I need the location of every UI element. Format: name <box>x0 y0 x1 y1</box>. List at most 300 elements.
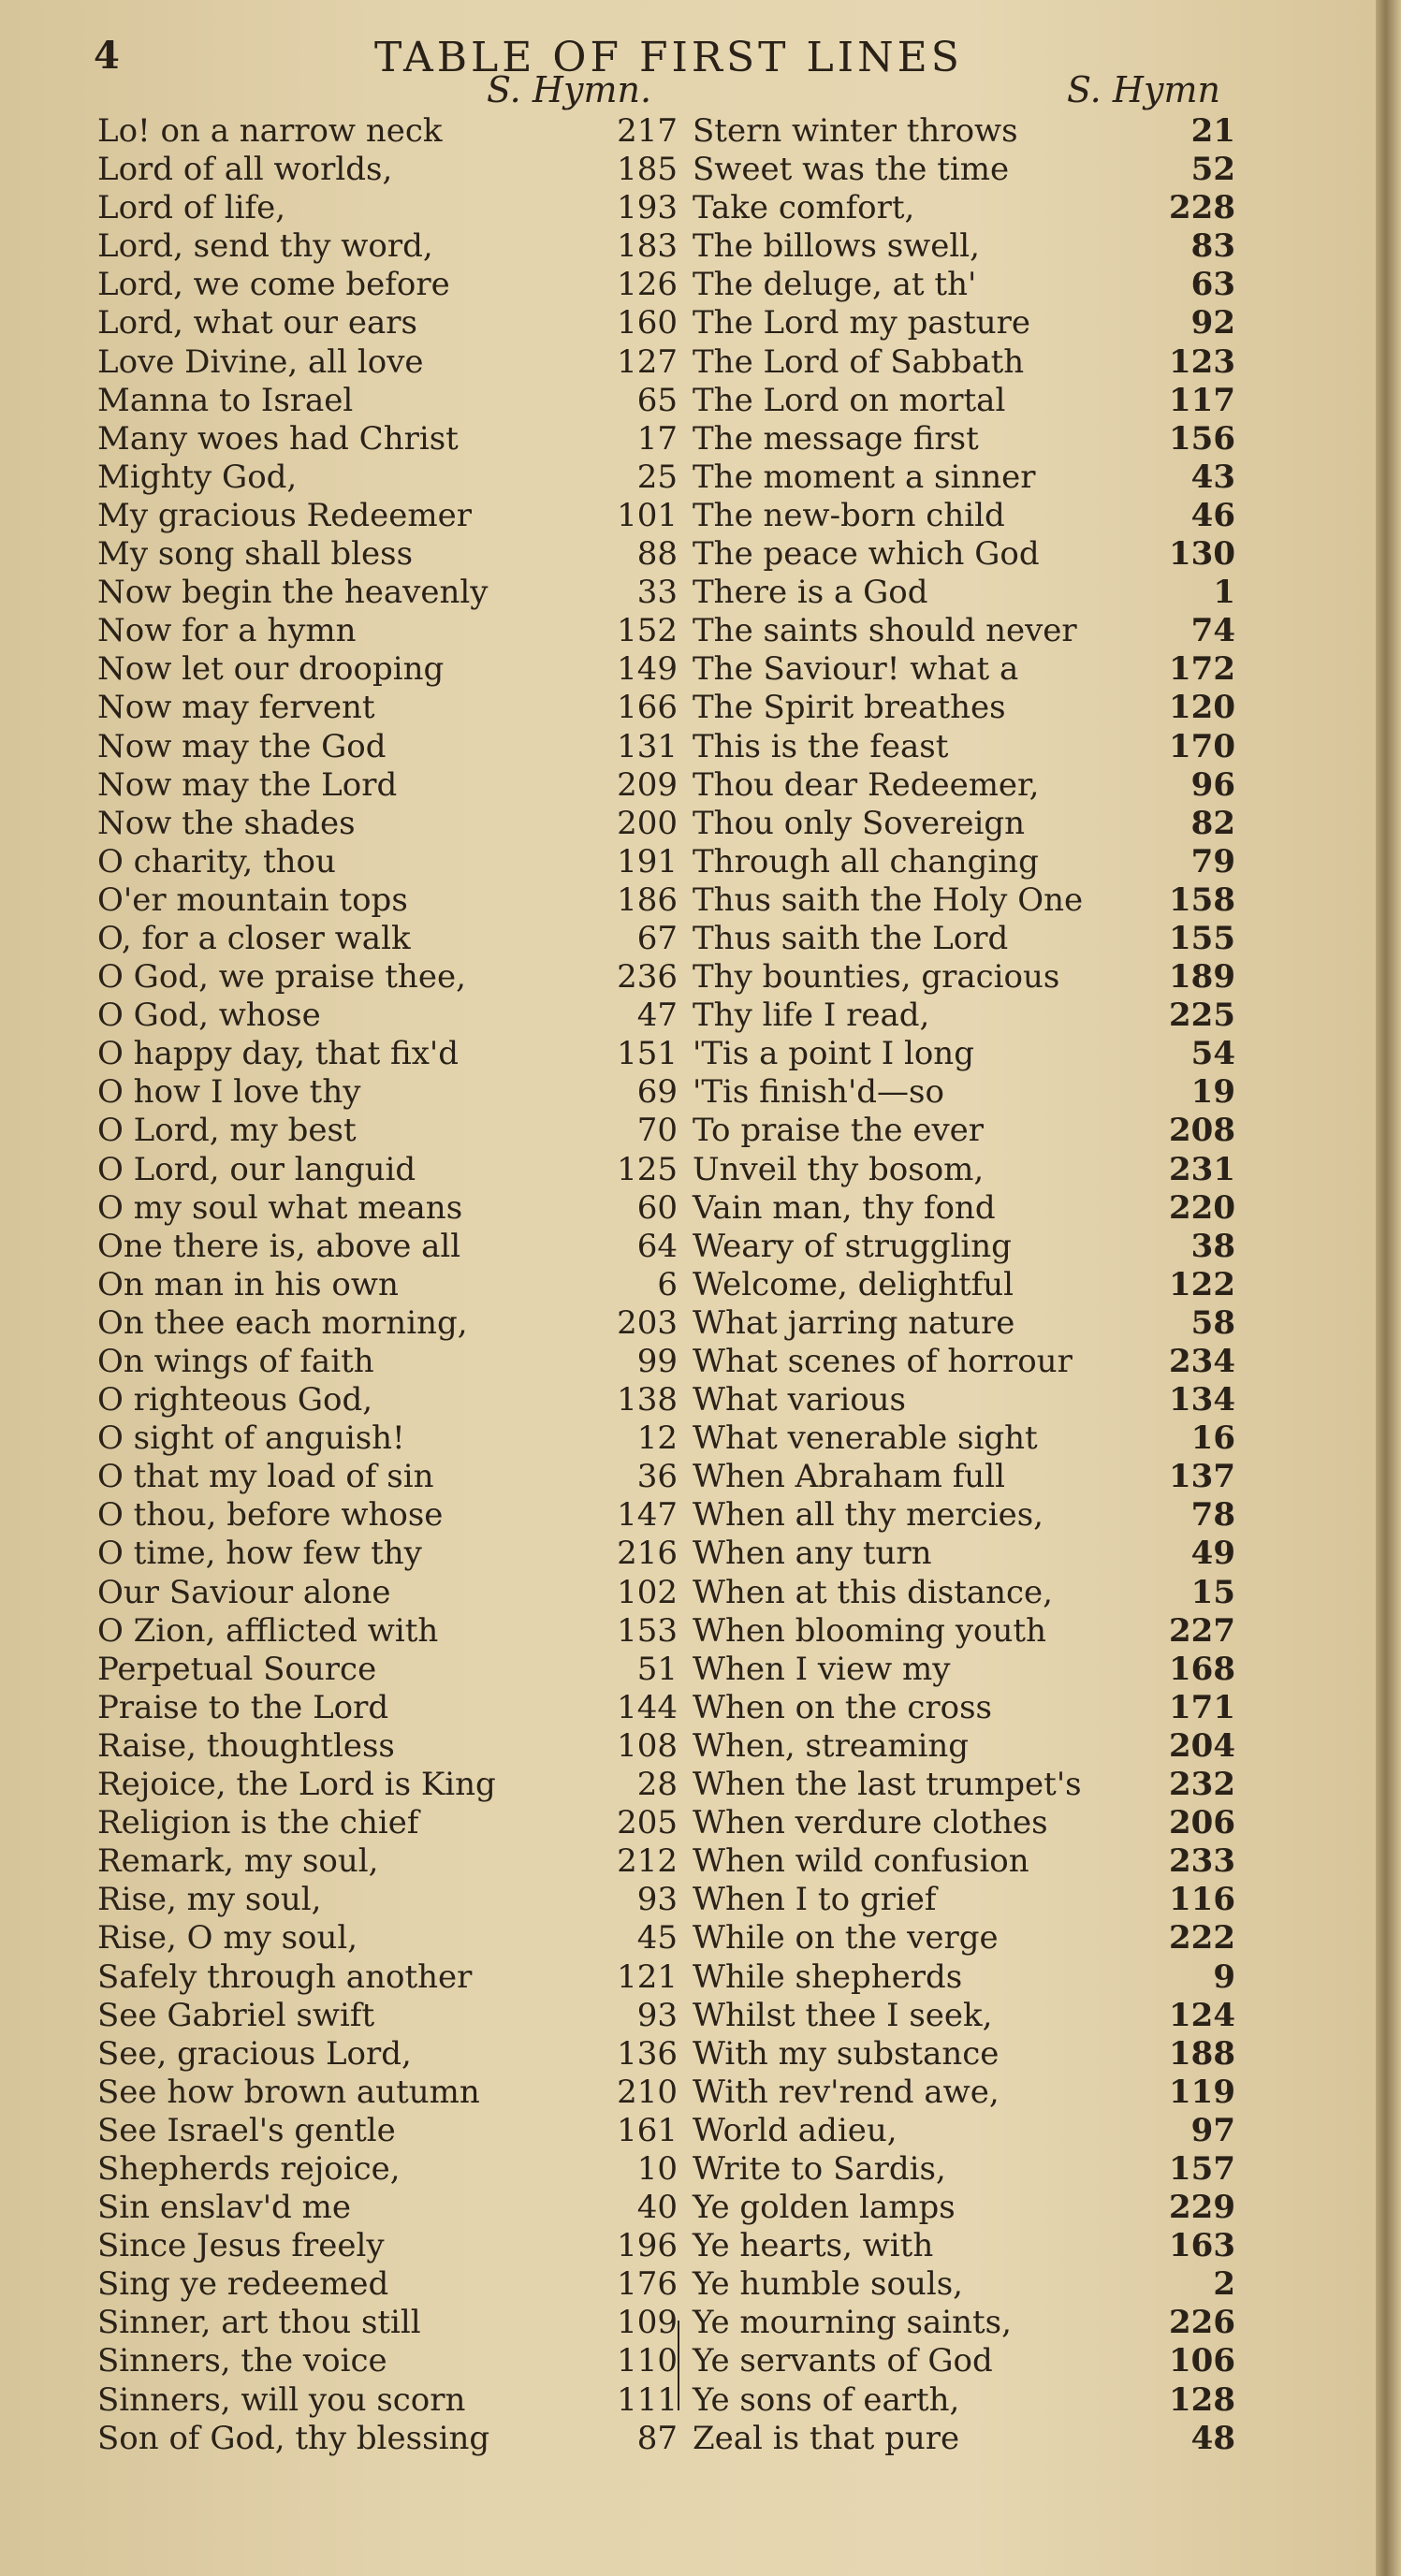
hymn-number: 172 <box>1169 650 1235 689</box>
index-entry <box>97 1035 678 1073</box>
first-line-text: Sing ye redeemed <box>97 2265 389 2304</box>
index-entry <box>97 1612 678 1651</box>
hymn-number: 136 <box>617 2034 678 2073</box>
index-entry <box>97 1535 678 1573</box>
index-entry <box>97 2112 678 2150</box>
index-entry <box>693 1689 1235 1727</box>
hymn-number: 49 <box>1190 1535 1235 1573</box>
first-line-text: Thou dear Redeemer, <box>693 765 1040 804</box>
first-line-text: When blooming youth <box>693 1611 1046 1650</box>
hymn-number: 185 <box>617 151 678 189</box>
hymn-number: 233 <box>1169 1842 1235 1881</box>
first-line-text: The saints should never <box>693 612 1077 650</box>
hymn-number: 47 <box>636 997 678 1035</box>
index-entry <box>693 458 1235 497</box>
first-line-text: On man in his own <box>97 1265 399 1303</box>
index-entry <box>97 920 678 958</box>
first-line-text: Praise to the Lord <box>97 1688 389 1726</box>
first-line-text: The moment a sinner <box>693 458 1036 496</box>
first-line-text: My gracious Redeemer <box>97 496 472 534</box>
first-line-text: When wild confusion <box>693 1842 1029 1881</box>
hymn-number: 28 <box>636 1766 678 1804</box>
hymn-number: 157 <box>1169 2149 1235 2188</box>
right-column <box>693 112 1235 2458</box>
first-line-text: World adieu, <box>693 2111 898 2149</box>
hymn-number: 231 <box>1169 1150 1235 1188</box>
hymn-number: 229 <box>1169 2189 1235 2227</box>
hymn-number: 216 <box>617 1535 678 1573</box>
first-line-text: The Lord on mortal <box>693 381 1006 419</box>
index-entry <box>693 2074 1235 2112</box>
first-line-text: Perpetual Source <box>97 1650 377 1688</box>
hymn-number: 134 <box>1169 1381 1235 1419</box>
index-entry <box>97 1458 678 1496</box>
first-line-text: See how brown autumn <box>97 2073 480 2111</box>
index-entry <box>97 805 678 843</box>
index-entry <box>97 1304 678 1343</box>
first-line-text: O charity, thou <box>97 842 336 880</box>
hymn-number: 70 <box>636 1112 678 1150</box>
first-line-text: Rise, O my soul, <box>97 1919 358 1957</box>
first-line-text: On thee each morning, <box>97 1303 468 1342</box>
index-entry <box>97 612 678 650</box>
index-entry <box>97 420 678 458</box>
first-line-text: Sin enslav'd me <box>97 2189 351 2227</box>
index-entry <box>693 1073 1235 1112</box>
hymn-number: 117 <box>1169 381 1235 419</box>
hymn-number: 125 <box>617 1150 678 1188</box>
first-line-text: Thy life I read, <box>693 997 930 1035</box>
first-line-text: See Israel's gentle <box>97 2111 396 2149</box>
hymn-number: 121 <box>617 1957 678 1996</box>
index-entry <box>693 2227 1235 2265</box>
index-entry <box>693 1651 1235 1689</box>
index-entry <box>693 151 1235 189</box>
page-number: 4 <box>94 34 120 78</box>
index-entry <box>693 881 1235 920</box>
hymn-number: 196 <box>617 2227 678 2265</box>
hymn-number: 168 <box>1169 1650 1235 1688</box>
first-line-text: To praise the ever <box>693 1112 985 1150</box>
first-line-text: Stern winter throws <box>693 112 1018 150</box>
index-entry <box>97 1651 678 1689</box>
hymn-number: 88 <box>636 535 678 574</box>
first-line-text: See, gracious Lord, <box>97 2034 412 2073</box>
first-line-text: See Gabriel swift <box>97 1996 375 2034</box>
index-entry <box>97 1881 678 1919</box>
index-entry <box>97 2342 678 2380</box>
index-entry <box>693 266 1235 304</box>
index-entry <box>693 612 1235 650</box>
first-line-text: Lord, what our ears <box>97 304 417 342</box>
index-entry <box>97 997 678 1035</box>
hymn-number: 52 <box>1190 151 1235 189</box>
first-line-text: Whilst thee I seek, <box>693 1996 993 2034</box>
index-entry <box>693 1574 1235 1612</box>
hymn-number: 21 <box>1190 112 1235 150</box>
hymn-number: 183 <box>617 227 678 266</box>
hymn-number: 9 <box>1213 1957 1235 1996</box>
index-entry <box>97 1073 678 1112</box>
first-line-text: My song shall bless <box>97 535 414 574</box>
index-entry <box>693 1343 1235 1381</box>
first-line-text: When I view my <box>693 1650 951 1688</box>
first-line-text: O righteous God, <box>97 1381 373 1419</box>
index-entry <box>97 689 678 727</box>
hymn-number: 63 <box>1190 266 1235 304</box>
hymn-number: 144 <box>617 1688 678 1726</box>
index-entry <box>97 2074 678 2112</box>
first-line-text: Through all changing <box>693 842 1039 880</box>
hymn-number: 122 <box>1169 1265 1235 1303</box>
first-line-text: Welcome, delightful <box>693 1265 1014 1303</box>
index-entry <box>693 1881 1235 1919</box>
first-line-text: O Zion, afflicted with <box>97 1611 439 1650</box>
hymn-number: 10 <box>636 2149 678 2188</box>
first-line-text: This is the feast <box>693 727 949 765</box>
hymn-number: 25 <box>636 458 678 496</box>
index-entry <box>693 382 1235 420</box>
hymn-number: 203 <box>617 1303 678 1342</box>
index-entry <box>97 1496 678 1535</box>
index-entry <box>97 1112 678 1150</box>
index-entry <box>97 2227 678 2265</box>
hymn-number: 65 <box>636 381 678 419</box>
index-entry <box>97 343 678 382</box>
first-line-text: Love Divine, all love <box>97 342 424 381</box>
hymn-number: 210 <box>617 2073 678 2111</box>
index-entry <box>97 497 678 535</box>
index-entry <box>97 1766 678 1804</box>
hymn-number: 40 <box>636 2189 678 2227</box>
first-line-text: There is a God <box>693 574 928 612</box>
hymn-number: 153 <box>617 1611 678 1650</box>
index-entry <box>693 728 1235 766</box>
hymn-number: 206 <box>1169 1804 1235 1842</box>
hymn-number: 156 <box>1169 419 1235 458</box>
index-entry <box>97 151 678 189</box>
first-line-text: Our Saviour alone <box>97 1573 391 1611</box>
first-line-text: Lord, send thy word, <box>97 227 433 266</box>
first-line-text: O sight of anguish! <box>97 1419 405 1458</box>
index-entry <box>97 304 678 342</box>
first-line-text: What jarring nature <box>693 1303 1015 1342</box>
hymn-number: 120 <box>1169 689 1235 727</box>
hymn-number: 222 <box>1169 1919 1235 1957</box>
first-line-text: Mighty God, <box>97 458 298 496</box>
index-entry <box>97 1689 678 1727</box>
index-entry <box>97 112 678 151</box>
first-line-text: Ye hearts, with <box>693 2227 934 2265</box>
index-entry <box>693 2265 1235 2304</box>
index-entry <box>693 843 1235 881</box>
hymn-number: 106 <box>1169 2342 1235 2380</box>
index-entry <box>693 343 1235 382</box>
index-entry <box>693 1112 1235 1150</box>
first-line-text: O thou, before whose <box>97 1496 444 1535</box>
first-line-text: Sweet was the time <box>693 151 1010 189</box>
index-entry <box>693 1727 1235 1766</box>
first-line-text: Ye golden lamps <box>693 2189 956 2227</box>
index-entry <box>693 1035 1235 1073</box>
index-entry <box>97 382 678 420</box>
index-entry <box>97 1804 678 1842</box>
index-entry <box>693 2304 1235 2342</box>
first-line-text: Now may the Lord <box>97 765 398 804</box>
index-entry <box>693 1151 1235 1189</box>
first-line-text: When, streaming <box>693 1726 970 1765</box>
first-line-text: Now the shades <box>97 804 356 842</box>
first-line-text: Now begin the heavenly <box>97 574 489 612</box>
first-line-text: Sinner, art thou still <box>97 2304 421 2342</box>
hymn-number: 116 <box>1169 1881 1235 1919</box>
first-line-text: Rejoice, the Lord is King <box>97 1766 496 1804</box>
index-entry <box>693 958 1235 997</box>
first-line-text: 'Tis a point I long <box>693 1035 974 1073</box>
hymn-number: 124 <box>1169 1996 1235 2034</box>
first-line-text: Zeal is that pure <box>693 2419 960 2457</box>
index-entry <box>97 1228 678 1266</box>
index-entry <box>97 1419 678 1458</box>
right-column-heading: S. Hymn <box>1067 69 1220 110</box>
hymn-number: 97 <box>1190 2111 1235 2149</box>
index-entry <box>693 1458 1235 1496</box>
index-entry <box>97 535 678 574</box>
index-entry <box>693 1228 1235 1266</box>
first-line-text: The billows swell, <box>693 227 980 266</box>
index-entry <box>693 497 1235 535</box>
hymn-number: 45 <box>636 1919 678 1957</box>
hymn-number: 79 <box>1190 842 1235 880</box>
first-line-text: Thus saith the Lord <box>693 919 1009 957</box>
hymn-number: 155 <box>1169 919 1235 957</box>
first-line-text: Sinners, will you scorn <box>97 2380 466 2419</box>
hymn-number: 46 <box>1190 496 1235 534</box>
index-entry <box>693 189 1235 227</box>
hymn-number: 6 <box>657 1265 678 1303</box>
hymn-number: 17 <box>636 419 678 458</box>
hymn-number: 208 <box>1169 1112 1235 1150</box>
hymn-number: 236 <box>617 958 678 997</box>
index-entry <box>693 920 1235 958</box>
first-line-text: On wings of faith <box>97 1343 374 1380</box>
hymn-number: 130 <box>1169 535 1235 574</box>
hymn-number: 109 <box>617 2304 678 2342</box>
first-line-text: Ye sons of earth, <box>693 2380 960 2419</box>
first-line-text: With rev'rend awe, <box>693 2073 1000 2111</box>
hymn-number: 151 <box>617 1035 678 1073</box>
hymn-number: 93 <box>636 1881 678 1919</box>
first-line-text: Lord of all worlds, <box>97 151 393 189</box>
index-entry <box>97 1266 678 1304</box>
first-line-text: The message first <box>693 419 979 458</box>
hymn-number: 12 <box>636 1419 678 1458</box>
first-line-text: When all thy mercies, <box>693 1496 1043 1535</box>
first-line-text: When any turn <box>693 1535 932 1573</box>
index-entry <box>693 1919 1235 1957</box>
index-entry <box>693 2035 1235 2074</box>
first-line-text: Since Jesus freely <box>97 2227 385 2265</box>
hymn-number: 16 <box>1190 1419 1235 1458</box>
left-column-heading: S. Hymn. <box>487 69 652 110</box>
first-line-text: O Lord, my best <box>97 1112 357 1150</box>
first-line-text: Thus saith the Holy One <box>693 880 1084 919</box>
index-entry <box>693 1496 1235 1535</box>
index-entry <box>693 650 1235 689</box>
first-line-text: The deluge, at th' <box>693 266 977 304</box>
first-line-text: Now let our drooping <box>97 650 445 689</box>
index-entry <box>693 997 1235 1035</box>
hymn-number: 166 <box>617 689 678 727</box>
hymn-number: 152 <box>617 612 678 650</box>
hymn-number: 102 <box>617 1573 678 1611</box>
index-entry <box>97 2304 678 2342</box>
index-entry <box>693 2112 1235 2150</box>
index-entry <box>97 189 678 227</box>
first-line-text: Religion is the chief <box>97 1804 419 1842</box>
index-entry <box>693 1266 1235 1304</box>
first-line-text: When the last trumpet's <box>693 1766 1082 1804</box>
index-entry <box>693 1997 1235 2035</box>
index-entry <box>97 1842 678 1881</box>
hymn-number: 74 <box>1190 612 1235 650</box>
first-line-text: One there is, above all <box>97 1227 461 1265</box>
hymn-number: 15 <box>1190 1573 1235 1611</box>
hymn-number: 99 <box>636 1343 678 1380</box>
first-line-text: Now may fervent <box>97 689 375 727</box>
hymn-number: 193 <box>617 189 678 227</box>
hymn-number: 191 <box>617 842 678 880</box>
hymn-number: 147 <box>617 1496 678 1535</box>
hymn-number: 127 <box>617 342 678 381</box>
first-line-text: Vain man, thy fond <box>693 1188 996 1227</box>
first-line-text: While shepherds <box>693 1957 963 1996</box>
index-entry <box>693 689 1235 727</box>
hymn-number: 158 <box>1169 880 1235 919</box>
index-entry <box>97 958 678 997</box>
first-line-text: Now for a hymn <box>97 612 357 650</box>
index-entry <box>97 1919 678 1957</box>
index-entry <box>97 1727 678 1766</box>
first-line-text: Ye humble souls, <box>693 2265 963 2304</box>
first-line-text: O happy day, that fix'd <box>97 1035 460 1073</box>
hymn-number: 58 <box>1190 1303 1235 1342</box>
first-line-text: The new-born child <box>693 496 1005 534</box>
index-entry <box>97 766 678 805</box>
index-entry <box>97 1151 678 1189</box>
page-edge <box>1376 0 1401 2576</box>
index-entry <box>97 2381 678 2420</box>
index-entry <box>693 1419 1235 1458</box>
hymn-number: 176 <box>617 2265 678 2304</box>
index-entry <box>693 1842 1235 1881</box>
first-line-text: When I to grief <box>693 1881 937 1919</box>
index-entry <box>97 574 678 612</box>
index-entry <box>693 2420 1235 2458</box>
first-line-text: Son of God, thy blessing <box>97 2419 490 2457</box>
first-line-text: Now may the God <box>97 727 387 765</box>
first-line-text: Rise, my soul, <box>97 1881 322 1919</box>
index-entry <box>97 1574 678 1612</box>
index-entry <box>693 1766 1235 1804</box>
first-line-text: O'er mountain tops <box>97 880 408 919</box>
hymn-number: 128 <box>1169 2380 1235 2419</box>
index-entry <box>97 1958 678 1997</box>
column-divider <box>678 2321 679 2410</box>
hymn-number: 171 <box>1169 1688 1235 1726</box>
hymn-number: 96 <box>1190 765 1235 804</box>
first-line-text: O how I love thy <box>97 1073 361 1112</box>
index-entry <box>693 1304 1235 1343</box>
index-entry <box>693 1804 1235 1842</box>
first-line-text: While on the verge <box>693 1919 999 1957</box>
hymn-number: 108 <box>617 1726 678 1765</box>
first-line-text: O Lord, our languid <box>97 1150 416 1188</box>
first-line-text: Thy bounties, gracious <box>693 958 1060 997</box>
first-line-text: Lord of life, <box>97 189 285 227</box>
index-entry <box>97 1189 678 1228</box>
first-line-text: O God, whose <box>97 997 321 1035</box>
hymn-number: 110 <box>617 2342 678 2380</box>
hymn-number: 126 <box>617 266 678 304</box>
hymn-number: 161 <box>617 2111 678 2149</box>
hymn-number: 38 <box>1190 1227 1235 1265</box>
hymn-number: 101 <box>617 496 678 534</box>
hymn-number: 111 <box>617 2380 678 2419</box>
left-column <box>97 112 678 2458</box>
hymn-number: 160 <box>617 304 678 342</box>
first-line-text: Many woes had Christ <box>97 419 459 458</box>
index-entry <box>693 227 1235 266</box>
index-entry <box>97 650 678 689</box>
hymn-number: 212 <box>617 1842 678 1881</box>
index-entry <box>97 266 678 304</box>
hymn-number: 138 <box>617 1381 678 1419</box>
first-line-text: Sinners, the voice <box>97 2342 387 2380</box>
index-entry <box>97 2420 678 2458</box>
index-entry <box>693 2381 1235 2420</box>
hymn-number: 209 <box>617 765 678 804</box>
index-entry <box>693 304 1235 342</box>
first-line-text: When on the cross <box>693 1688 992 1726</box>
index-entry <box>97 843 678 881</box>
first-line-text: Safely through another <box>97 1957 473 1996</box>
first-line-text: Manna to Israel <box>97 381 354 419</box>
first-line-text: What various <box>693 1381 907 1419</box>
first-line-text: Lo! on a narrow neck <box>97 112 443 150</box>
index-entry <box>693 2342 1235 2380</box>
hymn-number: 226 <box>1169 2304 1235 2342</box>
first-line-text: Raise, thoughtless <box>97 1726 395 1765</box>
hymn-number: 64 <box>636 1227 678 1265</box>
first-line-text: Remark, my soul, <box>97 1842 379 1881</box>
first-line-text: Weary of struggling <box>693 1227 1012 1265</box>
index-entry <box>693 805 1235 843</box>
hymn-number: 2 <box>1213 2265 1235 2304</box>
first-line-text: The Spirit breathes <box>693 689 1006 727</box>
first-line-text: Thou only Sovereign <box>693 804 1026 842</box>
index-entry <box>693 535 1235 574</box>
first-line-text: Lord, we come before <box>97 266 450 304</box>
hymn-number: 225 <box>1169 997 1235 1035</box>
hymn-number: 60 <box>636 1188 678 1227</box>
hymn-number: 92 <box>1190 304 1235 342</box>
hymn-number: 189 <box>1169 958 1235 997</box>
hymn-number: 82 <box>1190 804 1235 842</box>
index-entry <box>693 420 1235 458</box>
index-entry <box>693 2150 1235 2189</box>
first-line-text: What scenes of horrour <box>693 1343 1073 1380</box>
